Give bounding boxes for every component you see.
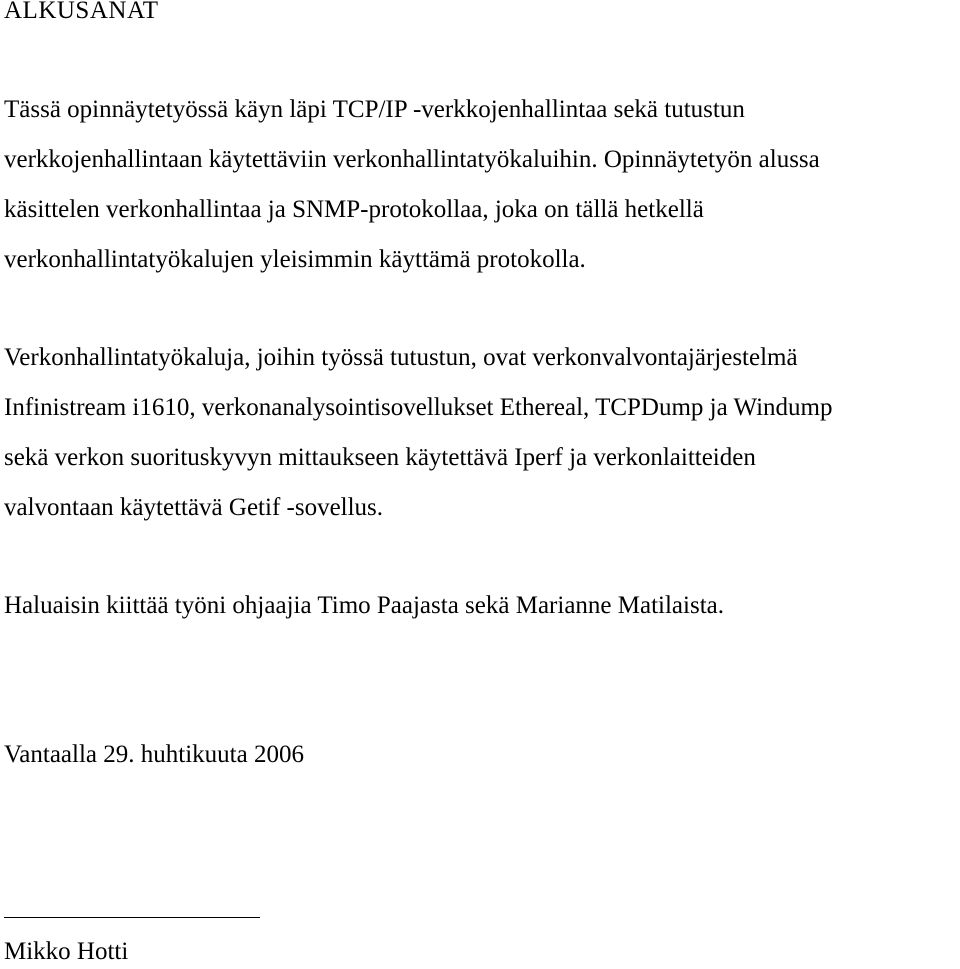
place-date: Vantaalla 29. huhtikuuta 2006 <box>4 741 304 768</box>
paragraph-line: Verkonhallintatyökaluja, joihin työssä tutustun, ovat verkonvalvontajärjestelmä <box>4 344 798 371</box>
paragraph-line: sekä verkon suorituskyvyn mittaukseen käytettävä Iperf ja verkonlaitteiden <box>4 444 756 471</box>
paragraph-line: verkonhallintatyökalujen yleisimmin käyttämä protokolla. <box>4 246 586 273</box>
paragraph-line: Tässä opinnäytetyössä käyn läpi TCP/IP -verkkojenhallintaa sekä tutustun <box>4 96 745 123</box>
paragraph-line: verkkojenhallintaan käytettäviin verkonhallintatyökaluihin. Opinnäytetyön alussa <box>4 146 820 173</box>
signature-line <box>4 917 260 918</box>
paragraph-line: Haluaisin kiittää työni ohjaajia Timo Paajasta sekä Marianne Matilaista. <box>4 592 724 619</box>
paragraph-line: valvontaan käytettävä Getif -sovellus. <box>4 494 384 521</box>
paragraph-line: käsittelen verkonhallintaa ja SNMP-protokollaa, joka on tällä hetkellä <box>4 196 704 223</box>
signature-name: Mikko Hotti <box>4 938 129 965</box>
page-heading: ALKUSANAT <box>4 0 159 24</box>
paragraph-line: Infinistream i1610, verkonanalysointisovellukset Ethereal, TCPDump ja Windump <box>4 394 833 421</box>
